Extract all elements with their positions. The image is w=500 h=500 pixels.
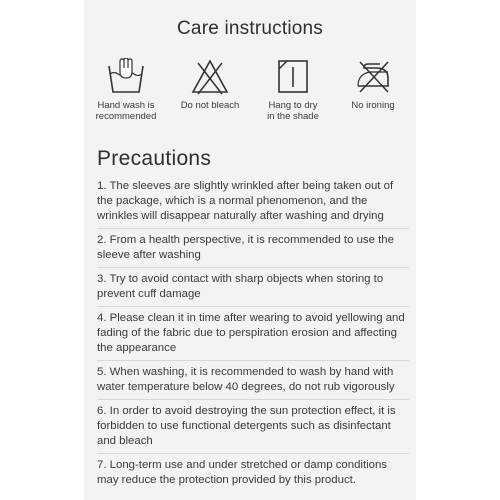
precaution-item-2: 2. From a health perspective, it is recommended to use the sleeve after washing (97, 234, 394, 261)
precautions-list (97, 179, 409, 492)
care-label-do-not-bleach: Do not bleach (180, 100, 240, 111)
precaution-item-3: 3. Try to avoid contact with sharp objects when storing to prevent cuff damage (97, 273, 384, 300)
care-label-hand-wash: Hand wash is recommended (95, 100, 157, 122)
divider (97, 399, 409, 400)
precautions-heading: Precautions (97, 147, 212, 170)
precaution-item-5: 5. When washing, it is recommended to wash by hand with water temperature below 40 degrees, do not rub vigorously (97, 366, 395, 393)
divider (97, 228, 409, 229)
care-label-no-ironing: No ironing (351, 100, 395, 111)
page-title: Care instructions (177, 18, 323, 39)
no-ironing-icon (352, 58, 394, 96)
do-not-bleach-icon (189, 58, 231, 96)
hand-wash-icon (105, 58, 147, 96)
care-item-hang-dry (255, 58, 331, 122)
care-item-do-not-bleach (172, 58, 248, 111)
divider (97, 267, 409, 268)
divider (97, 306, 409, 307)
precaution-item-4: 4. Please clean it in time after wearing to avoid yellowing and fading of the fabric due to perspiration erosion and affecting the appearance (97, 312, 405, 354)
precaution-item-6: 6. In order to avoid destroying the sun protection effect, it is forbidden to use functional detergents such as disinfectant and bleach (97, 405, 396, 447)
precaution-item-7: 7. Long-term use and under stretched or damp conditions may reduce the protection provided by this product. (97, 459, 387, 486)
care-item-no-ironing (335, 58, 411, 111)
hang-dry-shade-icon (272, 58, 314, 96)
care-label-hang-dry: Hang to dry in the shade (267, 100, 319, 122)
divider (97, 453, 409, 454)
care-item-hand-wash (88, 58, 164, 122)
precaution-item-1: 1. The sleeves are slightly wrinkled after being taken out of the package, which is a normal phenomenon, and the wrinkles will disappear naturally after washing and drying (97, 180, 394, 222)
care-icons-row (84, 58, 416, 144)
divider (97, 360, 409, 361)
